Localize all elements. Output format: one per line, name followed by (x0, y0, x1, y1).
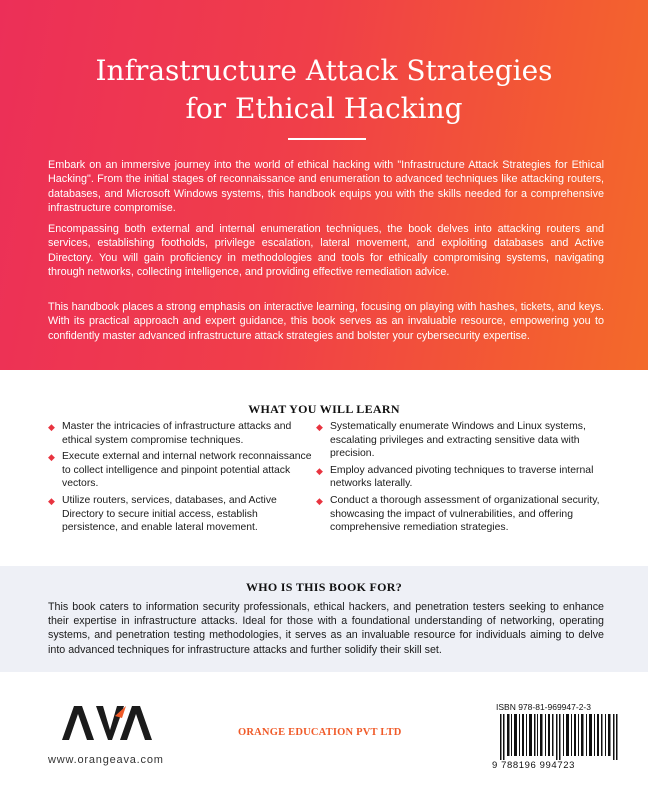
barcode-icon (500, 714, 624, 760)
list-item-text: Employ advanced pivoting techniques to traverse internal networks laterally. (330, 464, 594, 490)
barcode-box (486, 700, 634, 778)
learn-list-left (48, 420, 316, 538)
intro-paragraph-3: This handbook places a strong emphasis on interactive learning, focusing on playing with hashes, tickets, and keys. With its practical approach and expert guidance, this book serves as an invaluable resource, empowering you to confidently master advanced infrastructure attack strategies and bolster your cybersecurity expertise. (48, 301, 604, 342)
diamond-bullet-icon: ◆ (316, 422, 323, 432)
publisher-name: ORANGE EDUCATION PVT LTD (238, 727, 402, 738)
list-item (316, 464, 606, 491)
list-item (316, 494, 606, 535)
list-item (48, 450, 316, 491)
learn-list-right (316, 420, 606, 538)
ava-logo (60, 704, 156, 742)
list-item-text: Execute external and internal network reconnaissance to collect intelligence and pinpoint potential attack vectors. (62, 451, 312, 490)
title-divider (288, 138, 366, 140)
list-item (48, 494, 316, 535)
audience-heading: WHO IS THIS BOOK FOR? (245, 580, 403, 594)
barcode-number: 9 788196 994723 (492, 760, 575, 771)
book-title (20, 52, 628, 128)
audience-text: This book caters to information security professionals, ethical hackers, and penetration testers seeking to enhance their expertise in infrastructure attacks. Ideal for those with a foundational understanding of networking, operating systems, and penetration testing methodologies, it serves as an invaluable resource for individuals aiming to delve into advanced techniques for infrastructure attacks and further solidify their skill set. (48, 601, 604, 656)
diamond-bullet-icon: ◆ (48, 495, 55, 506)
diamond-bullet-icon: ◆ (316, 465, 323, 476)
list-item (48, 420, 316, 447)
book-title-line2: for Ethical Hacking (185, 92, 463, 125)
list-item-text: Master the intricacies of infrastructure attacks and ethical system compromise techniques. (62, 421, 292, 446)
list-item-text: Conduct a thorough assessment of organizational security, showcasing the impact of vulnerabilities, and offering comprehensive remediation strategies. (330, 494, 600, 534)
intro-paragraph-1: Embark on an immersive journey into the world of ethical hacking with "Infrastructure Attack Strategies for Ethical Hacking". From the initial stages of reconnaissance and enumeration to advanced techniques like attacking routers, databases, and Microsoft Windows systems, this handbook equips you with the skills needed for a comprehensive infrastructure compromise. (48, 159, 604, 215)
diamond-bullet-icon: ◆ (48, 422, 55, 432)
audience-section (0, 566, 648, 672)
website-link[interactable]: www.orangeava.com (48, 754, 164, 766)
diamond-bullet-icon: ◆ (316, 495, 323, 506)
learn-heading: WHAT YOU WILL LEARN (248, 402, 400, 416)
isbn-label: ISBN 978-81-969947-2-3 (496, 702, 591, 712)
diamond-bullet-icon: ◆ (48, 452, 55, 463)
intro-paragraph-2: Encompassing both external and internal enumeration techniques, the book delves into attacking routers and services, establishing footholds, privilege escalation, lateral movement, and exploiting databases and Active Directory. You will gain proficiency in methodologies and tools for ethically compromising systems, navigating through networks, collecting intelligence, and providing effective remediation advice. (48, 223, 604, 279)
list-item-text: Utilize routers, services, databases, and Active Directory to secure initial access, establish persistence, and enable lateral movement. (62, 494, 277, 534)
list-item (316, 420, 606, 461)
list-item-text: Systematically enumerate Windows and Linux systems, escalating privileges and extracting sensitive data with precision. (330, 421, 586, 460)
book-title-line1: Infrastructure Attack Strategies (95, 54, 553, 87)
hero-section (0, 0, 648, 370)
